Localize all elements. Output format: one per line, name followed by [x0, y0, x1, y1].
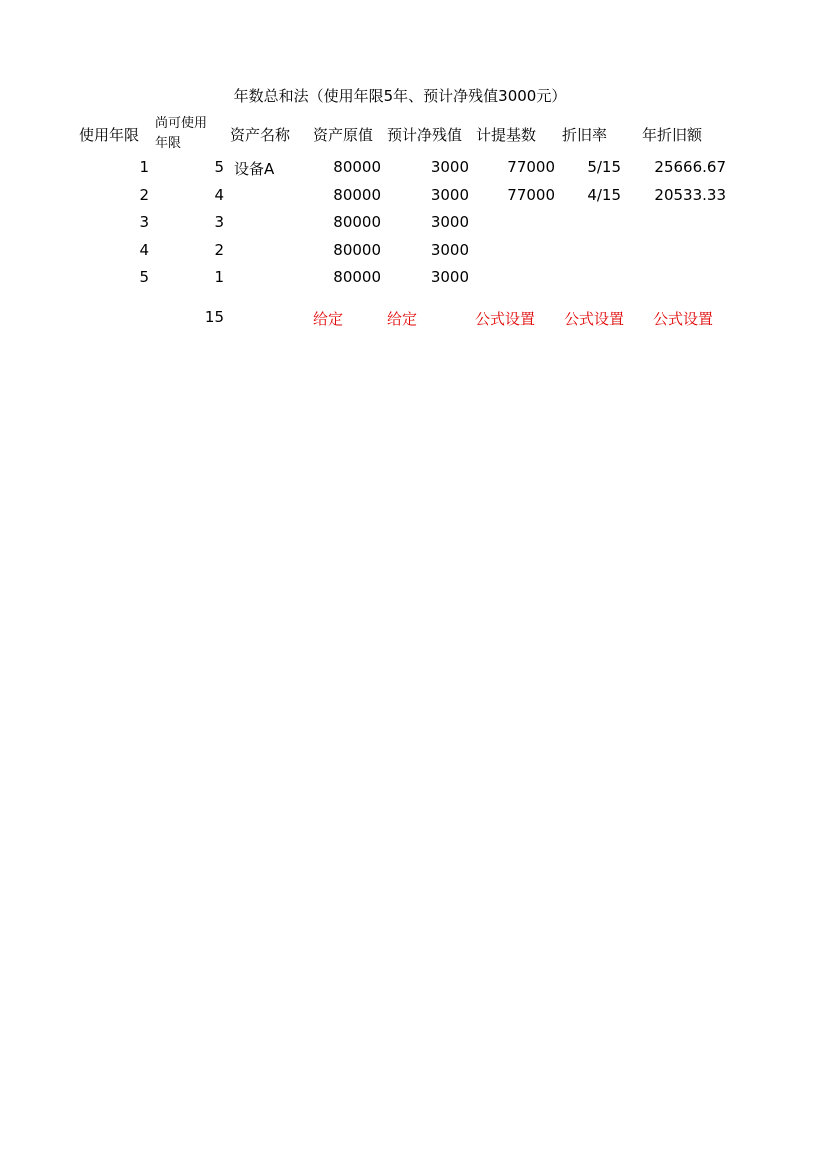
cell-residual: 3000 — [430, 213, 469, 231]
cell-annual: 20533.33 — [654, 186, 726, 204]
original-value-note: 给定 — [313, 310, 344, 328]
cell-base: 77000 — [507, 158, 555, 176]
cell-residual: 3000 — [430, 158, 469, 176]
cell-remaining: 2 — [214, 241, 224, 259]
header-base: 计提基数 — [476, 126, 537, 144]
header-remaining-line2: 年限 — [155, 136, 182, 151]
cell-remaining: 4 — [214, 186, 224, 204]
cell-year: 1 — [139, 158, 149, 176]
cell-original: 80000 — [333, 241, 381, 259]
page-title: 年数总和法（使用年限5年、预计净残值3000元） — [233, 87, 567, 105]
header-remaining-line1: 尚可使用 — [155, 116, 208, 131]
cell-year: 4 — [139, 241, 149, 259]
cell-asset-name: 设备A — [234, 160, 275, 178]
cell-original: 80000 — [333, 158, 381, 176]
header-asset-name: 资产名称 — [230, 126, 291, 144]
cell-base: 77000 — [507, 186, 555, 204]
cell-remaining: 3 — [214, 213, 224, 231]
annual-formula-note: 公式设置 — [653, 310, 714, 328]
header-rate: 折旧率 — [562, 126, 608, 144]
rate-formula-note: 公式设置 — [564, 310, 625, 328]
total-remaining-years: 15 — [204, 308, 224, 326]
cell-residual: 3000 — [430, 186, 469, 204]
cell-residual: 3000 — [430, 241, 469, 259]
cell-remaining: 1 — [214, 268, 224, 286]
cell-year: 3 — [139, 213, 149, 231]
cell-year: 5 — [139, 268, 149, 286]
residual-note: 给定 — [387, 310, 418, 328]
cell-remaining: 5 — [214, 158, 224, 176]
cell-year: 2 — [139, 186, 149, 204]
header-annual: 年折旧额 — [642, 126, 703, 144]
cell-rate: 4/15 — [587, 186, 621, 204]
cell-original: 80000 — [333, 186, 381, 204]
header-use-years: 使用年限 — [79, 126, 140, 144]
base-formula-note: 公式设置 — [475, 310, 536, 328]
header-residual: 预计净残值 — [387, 126, 463, 144]
cell-original: 80000 — [333, 213, 381, 231]
cell-residual: 3000 — [430, 268, 469, 286]
header-remaining-years — [155, 114, 207, 154]
header-original-value: 资产原值 — [313, 126, 374, 144]
cell-annual: 25666.67 — [654, 158, 726, 176]
cell-original: 80000 — [333, 268, 381, 286]
cell-rate: 5/15 — [587, 158, 621, 176]
